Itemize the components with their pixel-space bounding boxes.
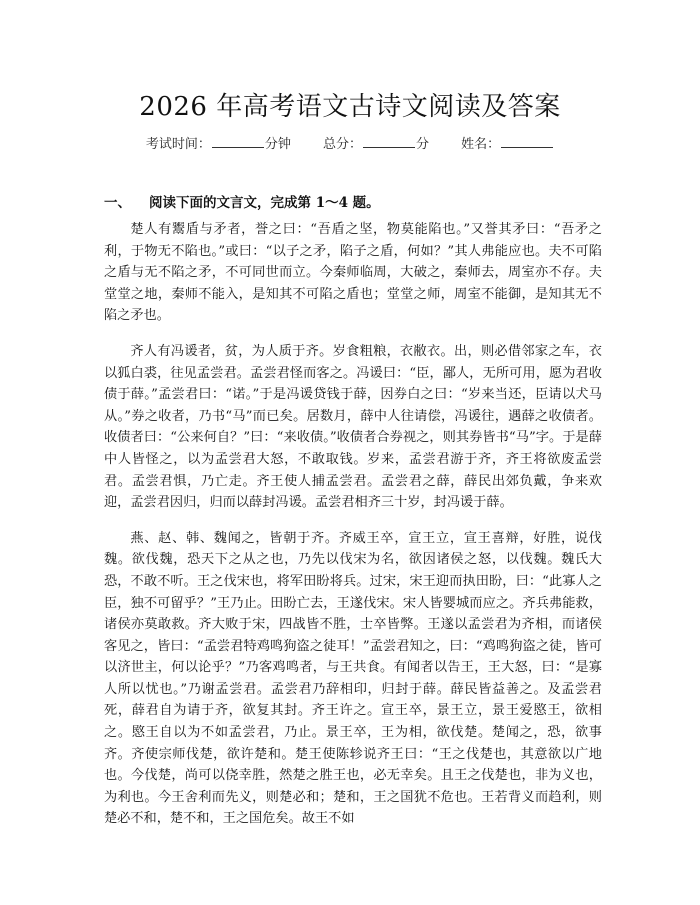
document-title: 2026 年高考语文古诗文阅读及答案 — [139, 92, 561, 122]
student-name-label: 姓名： — [461, 137, 501, 152]
total-score-label: 总分： — [322, 137, 362, 152]
exam-info-line — [0, 133, 700, 152]
total-score-blank — [363, 136, 415, 148]
section-number: 一、 — [104, 195, 131, 211]
exam-time-blank — [212, 136, 264, 148]
total-score-field — [323, 137, 433, 152]
exam-time-unit: 分钟 — [264, 137, 291, 152]
passage-paragraph: 楚人有鬻盾与矛者，誉之曰：“吾盾之坚，物莫能陷也。”又誉其矛曰：“吾矛之利，于物无不陷也。”或曰：“以子之矛，陷子之盾，何如？”其人弗能应也。夫不可陷之盾与无不陷之矛，不可同世而立。今秦师临周，大破之，秦师去，周室亦不存。夫堂堂之地，秦师不能入，是知其不可陷之盾也；堂堂之师，周室不能御，是知其无不陷之矛也。 — [104, 222, 602, 324]
section-instruction: 阅读下面的文言文，完成第 1～4 题。 — [149, 195, 380, 211]
student-name-field — [461, 137, 554, 152]
exam-time-label: 考试时间： — [145, 137, 211, 152]
exam-time-field — [146, 137, 295, 152]
total-score-unit: 分 — [416, 137, 430, 152]
section-heading — [104, 191, 380, 211]
passage-body — [104, 219, 602, 844]
passage-paragraph: 齐人有冯谖者，贫，为人质于齐。岁食粗粮，衣敝衣。出，则必借邻家之车，衣以狐白裘，往见孟尝君。孟尝君怪而客之。冯谖曰：“臣，鄙人，无所可用，愿为君收债于薛。”孟尝君曰：“诺。”于是冯谖贷钱于薛，因券白之曰：“岁来当还，臣请以犬马从。”券之收者，乃书“马”而已矣。居数月，薛中人往请偿，冯谖往，遇薛之收债者。收债者曰：“公来何自？”曰：“来收债。”收债者合券视之，则其券皆书“马”字。于是薛中人皆怪之，以为孟尝君大怒，不敢取钱。岁来，孟尝君游于齐，齐王将欲废孟尝君。孟尝君惧，乃亡走。齐王使人捕孟尝君。孟尝君之薛，薛民出郊负戴，争来欢迎，孟尝君因归，归而以薛封冯谖。孟尝君相齐三十岁，封冯谖于薛。 — [104, 343, 602, 511]
student-name-blank — [501, 136, 553, 148]
passage-paragraph: 燕、赵、韩、魏闻之，皆朝于齐。齐威王卒，宣王立，宣王喜辩，好胜，说伐魏。欲伐魏，恐天下之从之也，乃先以伐宋为名，欲因诸侯之怒，以伐魏。魏氏大恐，不敢不听。王之伐宋也，将军田盼将兵。过宋，宋王迎而执田盼，曰：“此寡人之臣，独不可留乎？”王乃止。田盼亡去，王遂伐宋。宋人皆婴城而应之。齐兵弗能救，诸侯亦莫敢救。齐大败于宋，四战皆不胜，士卒皆弊。王遂以孟尝君为齐相，而诸侯客见之，皆曰：“孟尝君特鸡鸣狗盗之徒耳！”孟尝君知之，曰：“鸡鸣狗盗之徒，皆可以济世主，何以论乎？”乃客鸡鸣者，与王共食。有闻者以告王，王大怒，曰：“是寡人所以忧也。”乃谢孟尝君。孟尝君乃辞相印，归封于薛。薛民皆益善之。及孟尝君死，薛君自为请于齐，欲复其封。齐王许之。宣王卒，景王立，景王爱愍王，欲相之。愍王自以为不如孟尝君，乃止。景王卒，王为相，欲伐楚。楚闻之，恐，欲事齐。齐使宗师伐楚，欲许楚和。楚王使陈轸说齐王曰：“王之伐楚也，其意欲以广地也。今伐楚，尚可以侥幸胜，然楚之胜王也，必无幸矣。且王之伐楚也，非为义也，为利也。今王舍利而先义，则楚必和；楚和，王之国犹不危也。王若背义而趋利，则楚必不和，楚不和，王之国危矣。故王不如 — [104, 530, 602, 827]
